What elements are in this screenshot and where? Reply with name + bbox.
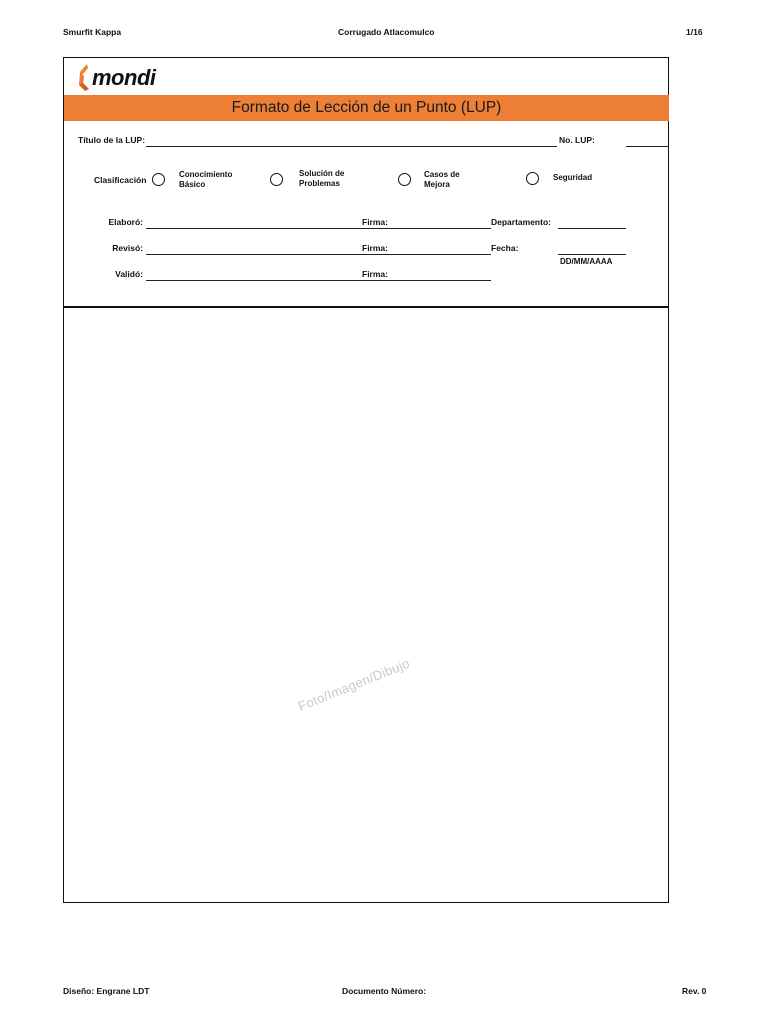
header-company: Smurfit Kappa: [63, 27, 122, 37]
reviso-label: Revisó:: [112, 243, 143, 253]
mondi-logo: [77, 63, 187, 95]
form-title-banner: Formato de Lección de un Punto (LUP): [64, 95, 669, 121]
option-casos-mejora-label: Casos de Mejora: [424, 170, 460, 189]
fecha-field[interactable]: [558, 254, 626, 255]
radio-solucion-problemas[interactable]: [270, 173, 283, 186]
footer-document-number: Documento Número:: [342, 986, 427, 996]
titulo-lup-label: Título de la LUP:: [78, 135, 146, 145]
clasificacion-label: Clasificación: [94, 175, 147, 185]
option-solucion-problemas-label: Solución de Problemas: [299, 169, 345, 188]
departamento-field[interactable]: [558, 228, 626, 229]
radio-seguridad[interactable]: [526, 172, 539, 185]
footer-design: Diseño: Engrane LDT: [63, 986, 150, 996]
fecha-label: Fecha:: [491, 243, 519, 253]
departamento-label: Departamento:: [491, 217, 551, 227]
no-lup-label: No. LUP:: [559, 135, 595, 145]
valido-label: Validó:: [115, 269, 143, 279]
logo-wordmark: mondi: [92, 65, 156, 90]
footer-revision: Rev. 0: [682, 986, 707, 996]
fecha-format-hint: DD/MM/AAAA: [560, 257, 613, 266]
valido-field[interactable]: [146, 280, 491, 281]
elaboro-field[interactable]: [146, 228, 491, 229]
option-conocimiento-basico-label: Conocimiento Básico: [179, 170, 233, 189]
elaboro-label: Elaboró:: [108, 217, 143, 227]
header-plant: Corrugado Atlacomulco: [338, 27, 435, 37]
option-seguridad-label: Seguridad: [553, 173, 593, 182]
titulo-lup-field[interactable]: [146, 146, 557, 147]
valido-firma-label: Firma:: [362, 269, 388, 279]
radio-casos-mejora[interactable]: [398, 173, 411, 186]
header-page-number: 1/16: [686, 27, 703, 37]
reviso-field[interactable]: [146, 254, 491, 255]
content-frame[interactable]: [63, 306, 669, 903]
no-lup-field[interactable]: [626, 146, 669, 147]
reviso-firma-label: Firma:: [362, 243, 388, 253]
image-placeholder-watermark: Foto/Imagen/Dibujo: [296, 655, 412, 714]
radio-conocimiento-basico[interactable]: [152, 173, 165, 186]
elaboro-firma-label: Firma:: [362, 217, 388, 227]
